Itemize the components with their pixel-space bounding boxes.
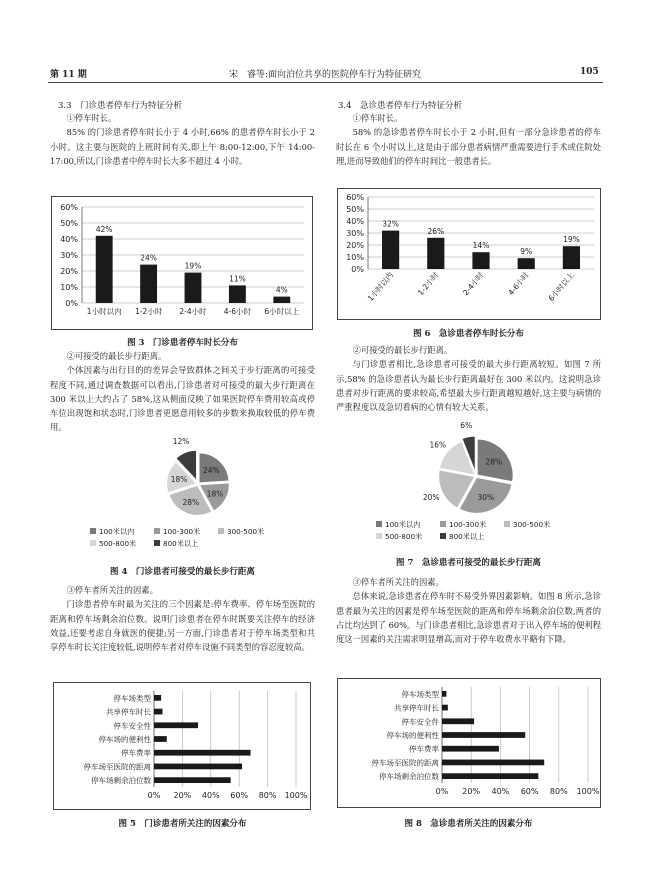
left-text-3: ③停车者所关注的因素。 门诊患者停车时最为关注的三个因素是:停车费率、停车场至医院的距离和停车场剩余泊位数。说明门诊患者在停车时既要关注停车的经济效益,还要考虑自身就医的便捷;另一方面,门诊患者对于停车场类型和共享停车时长关注度较低,说明停车者对停车设施不同类型的容忍度较高。 [50,585,315,653]
figure-7-caption: 图 7 急诊患者可接受的最长步行距离 [396,558,541,568]
slice-label: 6% [460,420,473,430]
data-label: 24% [140,253,157,263]
x-tick-label: 1-2小时 [134,307,163,316]
figure-5-caption: 图 5 门诊患者所关注的因素分布 [118,819,247,829]
y-tick-label: 40% [346,217,364,226]
bar [442,760,544,766]
y-tick-label: 20% [60,267,78,276]
legend-swatch [218,528,224,534]
right-text-2: ②可接受的最长步行距离。 与门诊患者相比,急诊患者可接受的最大步行距离较短。如图 7 所示,58% 的急诊患者认为最长步行距离最好在 300 米以内。这说明急诊患者对步行距离的要求较高,希望最大步行距离越短越好,这主要与病情的严重程度以及急切看病的心情有较大关系。 [336,345,601,413]
data-label: 42% [95,224,113,234]
bar [472,252,489,269]
figure-8-chart [337,678,601,808]
legend-swatch [90,540,96,546]
y-tick-label: 停车场至医院的距离 [371,758,439,768]
section-3-3-heading: 3.3 门诊患者停车行为特征分析 [58,101,183,111]
y-tick-label: 停车场类型 [401,689,439,699]
legend-label: 300-500米 [227,527,265,536]
bar [154,722,198,728]
bar [427,238,444,269]
y-tick-label: 10% [346,253,364,262]
data-label: 14% [472,241,490,251]
legend-label: 800米以上 [163,539,199,548]
slice-label: 18% [206,489,224,499]
figure-4-chart [88,437,278,558]
bar [154,764,242,770]
y-tick-label: 停车场剩余泊位数 [91,776,151,786]
bar [229,285,246,303]
bar [442,746,499,752]
x-tick-label: 0% [435,787,449,796]
y-tick-label: 30% [60,251,78,260]
x-tick-label: 60% [520,787,539,796]
left-text-2: ②可接受的最长步行距离。 个体因素与出行目的的差异会导致群体之间关于步行距离的可接受程度不同,通过调查数据可以看出,门诊患者对可接受的最大步行距离在 300 米以上大约占了 58%,这从侧面反映了如果医院停车费用较高或停车位出现饱和状态时,门诊患者更愿意用较多的步数来换取较低的停车费用。 [50,351,315,433]
legend-swatch [376,533,382,539]
slice-label: 24% [203,465,220,475]
bar [382,231,399,269]
y-tick-label: 停车场类型 [113,693,151,703]
bar [273,297,290,303]
figure-7-chart [370,420,570,548]
data-label: 4% [275,285,288,295]
x-tick-label: 100% [576,787,600,796]
slice-label: 16% [429,440,447,450]
data-label: 11% [229,274,246,284]
y-tick-label: 停车费率 [409,744,439,754]
bar [442,773,538,779]
legend-swatch [440,533,446,539]
x-tick-label: 6小时以上 [264,307,300,316]
x-tick-label: 2-4小时 [461,270,486,298]
slice-label: 28% [485,457,503,467]
x-tick-label: 40% [491,787,510,796]
data-label: 19% [184,261,202,271]
legend-swatch [154,540,160,546]
y-tick-label: 共享停车时长 [394,703,439,713]
slice-label: 20% [422,493,440,503]
legend-label: 500-800米 [385,532,423,541]
legend-swatch [440,521,446,527]
y-tick-label: 60% [346,193,364,202]
legend-label: 300-500米 [513,520,551,529]
right-text-3: ③停车者所关注的因素。 总体来说,急诊患者在停车时不易受外界因素影响。如图 8 所示,急诊患者最为关注的因素是停车场至医院的距离和停车场剩余泊位数,两者的占比均达到了 60%。与门诊患者相比,急诊患者对于出入停车场的便利程度这一因素的关注需求明显增高,而对于停车收费水平略有下降。 [336,577,601,645]
legend-label: 100米以内 [385,520,421,529]
legend-label: 100-300米 [449,520,487,529]
data-label: 26% [427,226,445,236]
bar [140,265,157,303]
bar [154,750,251,756]
slice-label: 12% [172,437,190,447]
bar [154,777,231,783]
slice-label: 28% [182,498,200,508]
legend-swatch [154,528,160,534]
bar [154,709,163,715]
y-tick-label: 停车费率 [121,748,151,758]
legend-swatch [376,521,382,527]
bar [442,705,448,711]
bar [185,273,202,303]
x-tick-label: 4-6小时 [223,307,252,316]
x-tick-label: 100% [284,791,308,800]
page-number: 105 [580,67,599,77]
x-tick-label: 20% [173,791,192,800]
x-tick-label: 80% [258,791,277,800]
header-rule [48,82,603,83]
figure-3-chart [51,196,313,330]
right-text-1: ①停车时长。 58% 的急诊患者停车时长小于 2 小时,但有一部分急诊患者的停车时长在 6 个小时以上,这是由于部分患者病情严重需要进行手术或住院处理,进而导致他们的停车时间比一般患者长。 [336,113,601,166]
bar [442,732,525,738]
y-tick-label: 停车场的便利性 [386,731,439,740]
running-title: 宋 睿等:面向泊位共享的医院停车行为特征研究 [228,70,422,80]
legend-label: 100-300米 [163,527,201,536]
y-tick-label: 停车安全性 [113,721,151,731]
x-tick-label: 80% [549,787,568,796]
bar [563,246,580,269]
data-label: 9% [520,247,533,257]
slice-label: 30% [477,492,495,502]
y-tick-label: 50% [60,219,78,228]
bar [154,695,161,701]
legend-label: 100米以内 [99,527,135,536]
figure-6-caption: 图 6 急诊患者停车时长分布 [413,329,524,339]
x-tick-label: 4-6小时 [506,270,531,298]
y-tick-label: 共享停车时长 [106,707,151,717]
figure-5-chart [53,682,311,810]
y-tick-label: 停车场的便利性 [98,735,151,744]
x-tick-label: 60% [230,791,249,800]
legend-label: 500-800米 [99,539,137,548]
legend-swatch [504,521,510,527]
section-3-4-heading: 3.4 急诊患者停车行为特征分析 [338,101,463,111]
y-tick-label: 停车安全件 [401,717,439,727]
figure-8-caption: 图 8 急诊患者所关注的因素分布 [404,819,533,829]
bar [518,258,535,269]
bar [96,236,113,303]
y-tick-label: 60% [60,203,78,212]
y-tick-label: 30% [346,229,364,238]
figure-6-chart [337,188,601,320]
x-tick-label: 2-4小时 [179,307,207,316]
data-label: 19% [563,235,580,245]
y-tick-label: 50% [346,205,364,214]
x-tick-label: 1小时以内 [86,307,122,316]
figure-4-caption: 图 4 门诊患者可接受的最长步行距离 [110,567,255,577]
bar [442,718,474,724]
x-tick-label: 6小时以上 [546,270,576,303]
y-tick-label: 10% [60,283,78,292]
y-tick-label: 停车场剩余泊位数 [379,772,439,782]
issue-label: 第 11 期 [50,70,87,80]
data-label: 32% [382,219,399,229]
x-tick-label: 1-2小时 [415,270,441,298]
x-tick-label: 0% [147,791,161,800]
y-tick-label: 0% [351,265,364,274]
bar [442,691,446,697]
x-tick-label: 20% [462,787,481,796]
legend-swatch [90,528,96,534]
y-tick-label: 停车场至医院的距离 [83,762,151,772]
x-tick-label: 1小时以内 [365,270,396,303]
left-text-1: ①停车时长。 85% 的门诊患者停车时长小于 4 小时,66% 的患者停车时长小于 2 小时。这主要与医院的上班时间有关,即上午 8:00-12:00,下午 14:00-17:00,所以,门诊患者中停车时长大多不超过 4 小时。 [50,113,315,166]
legend-label: 800米以上 [449,532,485,541]
slice-label: 18% [170,475,188,485]
bar [154,736,167,742]
y-tick-label: 0% [65,299,78,308]
y-tick-label: 20% [346,241,364,250]
y-tick-label: 40% [60,235,78,244]
x-tick-label: 40% [201,791,220,800]
figure-3-caption: 图 3 门诊患者停车时长分布 [127,338,238,348]
